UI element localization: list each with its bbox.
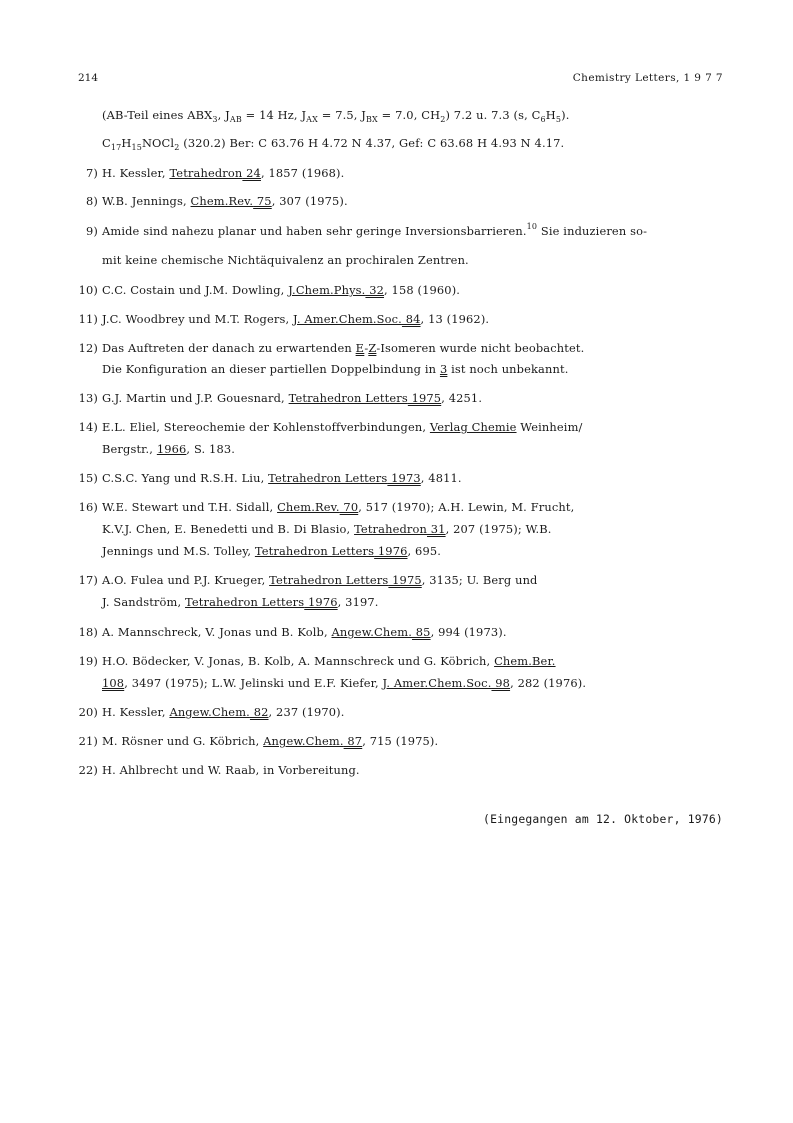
reference-20: 20) H. Kessler, Angew.Chem. 82, 237 (1970). [78, 705, 345, 719]
reference-18: 18) A. Mannschreck, V. Jonas und B. Kolb, Angew.Chem. 85, 994 (1973). [78, 625, 507, 639]
reference-16: 16) W.E. Stewart und T.H. Sidall, Chem.Rev. 70, 517 (1970); A.H. Lewin, M. Frucht, [78, 500, 575, 514]
reference-12-cont: Die Konfiguration an dieser partiellen Doppelbindung in 3 ist noch unbekannt. [102, 362, 569, 376]
reference-8: 8) W.B. Jennings, Chem.Rev. 75, 307 (1975). [86, 194, 348, 208]
reference-19-cont: 108, 3497 (1975); L.W. Jelinski und E.F. Kiefer, J. Amer.Chem.Soc. 98, 282 (1976). [102, 676, 587, 690]
page-number: 214 [78, 72, 99, 84]
elemental-analysis-line: $C_{17}H_{15}NOCl_2$ (320.2) Ber: C 63.76 H 4.72 N 4.37, Gef: C 63.68 H 4.93 N 4.17. [102, 136, 565, 152]
reference-17-cont: J. Sandström, Tetrahedron Letters 1976, 3197. [102, 595, 379, 609]
journal-title: Chemistry Letters, 1 9 7 7 [572, 72, 723, 84]
reference-16-cont-2: Jennings und M.S. Tolley, Tetrahedron Letters 1976, 695. [102, 544, 442, 558]
nmr-data-line: (AB-Teil eines $ABX_3$, $J_{AB} = 14$ Hz, $J_{AX} = 7.5$, $J_{BX} = 7.0$, $CH_2$) 7.2 u. 7.3 (s, $C_6H_5$). [102, 108, 570, 124]
reference-9-cont: mit keine chemische Nichtäquivalenz an prochiralen Zentren. [102, 253, 469, 267]
reference-15: 15) C.S.C. Yang und R.S.H. Liu, Tetrahedron Letters 1973, 4811. [78, 471, 462, 485]
reference-11: 11) J.C. Woodbrey und M.T. Rogers, J. Amer.Chem.Soc. 84, 13 (1962). [78, 312, 490, 326]
reference-14-cont: Bergstr., 1966, S. 183. [102, 442, 236, 456]
page-header [78, 72, 723, 88]
reference-22: 22) H. Ahlbrecht und W. Raab, in Vorbereitung. [78, 763, 360, 777]
reference-16-cont-1: K.V.J. Chen, E. Benedetti und B. Di Blasio, Tetrahedron 31, 207 (1975); W.B. [102, 522, 552, 536]
received-date: (Eingegangen am 12. Oktober, 1976) [483, 812, 723, 826]
reference-19: 19) H.O. Bödecker, V. Jonas, B. Kolb, A. Mannschreck und G. Köbrich, Chem.Ber. [78, 654, 556, 668]
reference-10: 10) C.C. Costain und J.M. Dowling, J.Chem.Phys. 32, 158 (1960). [78, 283, 461, 297]
reference-17: 17) A.O. Fulea und P.J. Krueger, Tetrahedron Letters 1975, 3135; U. Berg und [78, 573, 538, 587]
reference-14: 14) E.L. Eliel, Stereochemie der Kohlenstoffverbindungen, Verlag Chemie Weinheim/ [78, 420, 583, 434]
reference-7: 7) H. Kessler, Tetrahedron 24, 1857 (1968). [86, 166, 345, 180]
reference-12: 12) Das Auftreten der danach zu erwartenden E-Z-Isomeren wurde nicht beobachtet. [78, 341, 585, 355]
reference-9: 9) Amide sind nahezu planar und haben sehr geringe Inversionsbarrieren.$^{10}$ Sie induzieren so- [86, 222, 648, 238]
reference-21: 21) M. Rösner und G. Köbrich, Angew.Chem. 87, 715 (1975). [78, 734, 439, 748]
reference-13: 13) G.J. Martin und J.P. Gouesnard, Tetrahedron Letters 1975, 4251. [78, 391, 483, 405]
